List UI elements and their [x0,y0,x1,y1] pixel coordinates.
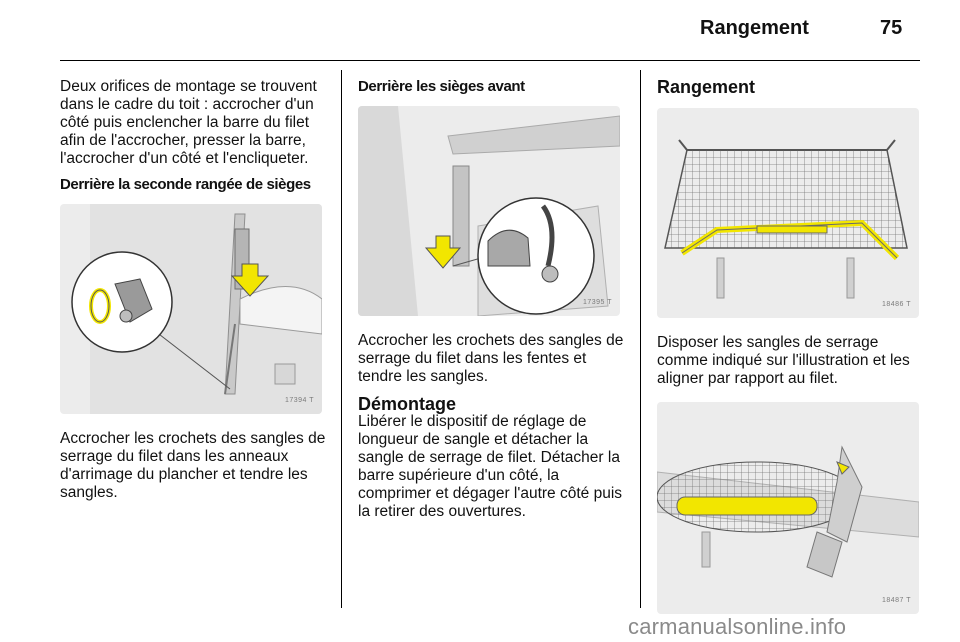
section-subheading: Derrière les sièges avant [358,78,525,95]
figure-net-rolled [657,402,919,614]
column-divider-1 [341,70,342,608]
section-heading: Démontage [358,394,457,414]
figure-net-folded [657,108,919,318]
page-title: Rangement [700,17,809,39]
figure-code: 17395 T [582,299,612,306]
figure-caption: Disposer les sangles de serrage comme indiqué sur l'illustration et les aligner par rapport au filet. [657,334,910,387]
header-divider [60,60,920,61]
column-divider-2 [640,70,641,608]
column-2 [358,78,626,521]
figure-second-row-straps [60,204,322,414]
figure-caption: Accrocher les crochets des sangles de serrage du filet dans les fentes et tendre les sangles. [358,332,624,385]
illustration-net-straps [657,108,919,318]
section-heading: Rangement [657,77,756,97]
watermark-url: carmanualsonline.info [628,614,847,639]
illustration-floor-anchor [60,204,322,414]
page-number: 75 [880,17,903,39]
illustration-net-roll [657,402,919,614]
illustration-seat-slots [358,106,620,316]
section-subheading: Derrière la seconde rangée de sièges [60,176,311,193]
intro-paragraph: Deux orifices de montage se trouvent dans le cadre du toit : accrocher d'un côté puis enclencher la barre du filet afin de l'accrocher, presser la barre, l'accrocher d'un côté et l'encliqueter. [60,78,317,167]
figure-front-seat-straps [358,106,620,316]
figure-code: 17394 T [284,397,314,404]
figure-caption: Accrocher les crochets des sangles de serrage du filet dans les anneaux d'arrimage du plancher et tendre les sangles. [60,430,326,501]
column-3 [657,78,923,614]
body-paragraph: Libérer le dispositif de réglage de longueur de sangle et détacher la sangle de serrage de filet. Détacher la barre supérieure d'un côté, la comprimer et dégager l'autre côté puis la retirer des ouvertures. [358,413,623,520]
column-1 [60,78,328,502]
figure-code: 18487 T [881,597,911,604]
figure-code: 18486 T [881,301,911,308]
